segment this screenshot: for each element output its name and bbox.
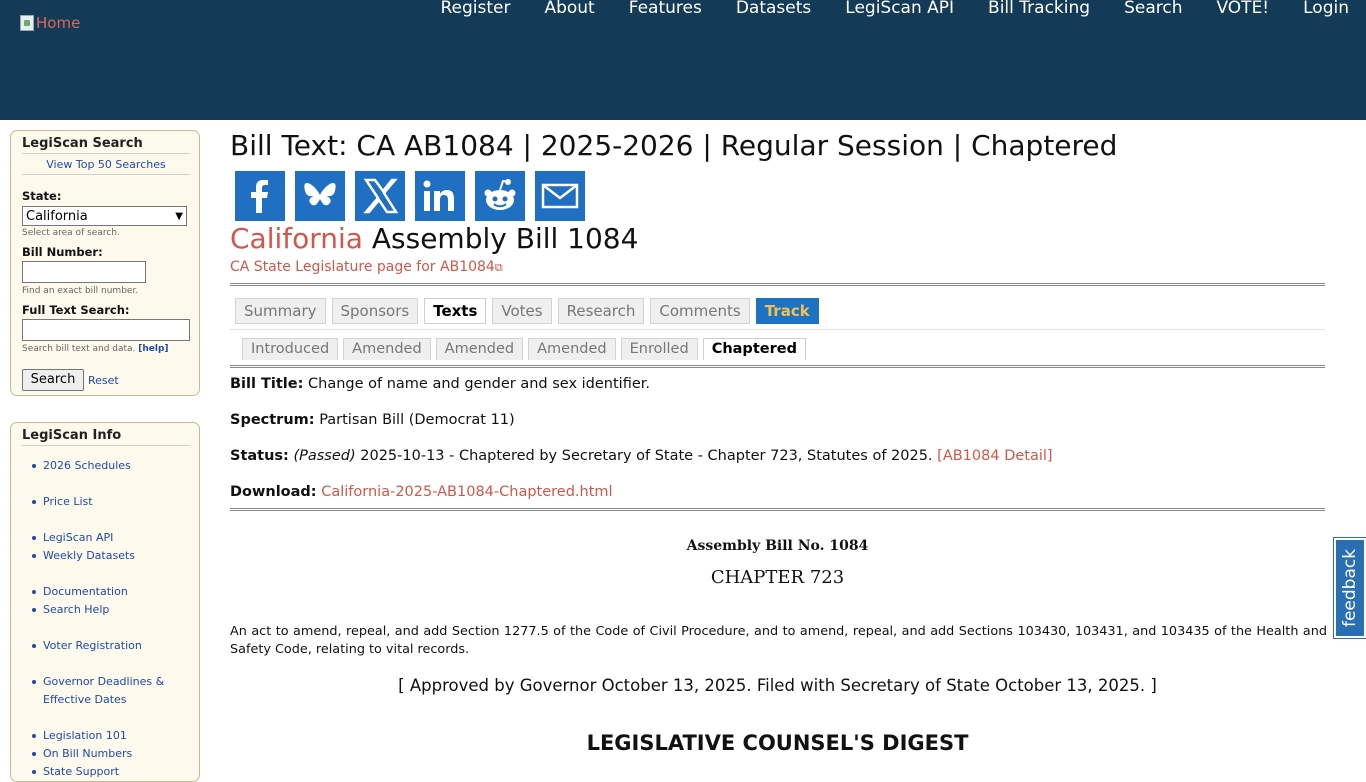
nav-vote[interactable]: VOTE! (1216, 0, 1270, 18)
subtab-chaptered[interactable]: Chaptered (703, 338, 806, 360)
facebook-icon[interactable] (235, 171, 285, 221)
info-box-title: LegiScan Info (22, 428, 190, 446)
state-select[interactable] (22, 206, 187, 226)
bluesky-icon[interactable] (295, 171, 345, 221)
social-share-bar (235, 171, 585, 221)
doc-bill-number: Assembly Bill No. 1084 (686, 538, 869, 554)
spectrum-label: Spectrum: (230, 412, 315, 428)
info-link-datasets[interactable]: Weekly Datasets (43, 547, 164, 565)
top-searches-link[interactable]: View Top 50 Searches (22, 158, 190, 175)
tab-divider (230, 329, 1325, 330)
doc-chapter: CHAPTER 723 (710, 567, 845, 588)
email-icon[interactable] (535, 171, 585, 221)
home-logo-link[interactable] (20, 14, 80, 32)
home-alt-text: Home (36, 14, 81, 32)
text-version-tabs (242, 338, 806, 360)
full-text-hint-text: Search bill text and data. (22, 344, 136, 354)
bill-number-label: Bill Number: (22, 245, 103, 259)
nav-legiscan-api[interactable]: LegiScan API (845, 0, 955, 18)
info-link-price-list[interactable]: Price List (43, 493, 164, 511)
feedback-tab[interactable] (1334, 538, 1366, 638)
full-text-input[interactable] (22, 319, 190, 341)
page-title: Bill Text: CA AB1084 | 2025-2026 | Regular Session | Chaptered (230, 129, 1118, 162)
search-box-title: LegiScan Search (22, 136, 190, 154)
info-link-governor-deadlines[interactable] (43, 673, 164, 709)
top-nav (440, 0, 1349, 18)
spectrum-value: Partisan Bill (Democrat 11) (319, 412, 515, 428)
bill-tabs (235, 298, 819, 324)
info-link-search-help[interactable]: Search Help (43, 601, 164, 619)
reset-link[interactable]: Reset (88, 374, 119, 387)
spectrum-row (230, 412, 515, 428)
info-link-schedules[interactable]: 2026 Schedules (43, 457, 164, 475)
download-row (230, 484, 613, 500)
bill-title-value: Change of name and gender and sex identifier. (308, 376, 651, 392)
state-select-value: California (26, 208, 88, 224)
subtab-amended-3[interactable]: Amended (528, 338, 615, 360)
info-link-documentation[interactable]: Documentation (43, 583, 164, 601)
approval-line: [ Approved by Governor October 13, 2025. Filed with Secretary of State October 13, 2025. ] (398, 676, 1157, 695)
info-link-governor-deadlines-line1: Governor Deadlines & (43, 675, 165, 688)
legislature-link-text: CA State Legislature page for AB1084 (230, 259, 495, 275)
tab-sponsors[interactable]: Sponsors (332, 298, 419, 324)
feedback-label: feedback (1340, 548, 1360, 628)
state-label: State: (22, 189, 62, 203)
info-link-legislation-101[interactable]: Legislation 101 (43, 727, 164, 745)
track-button[interactable]: Track (756, 298, 819, 324)
nav-register[interactable]: Register (440, 0, 511, 18)
legislature-page-link[interactable] (230, 259, 503, 275)
bill-name: Assembly Bill 1084 (371, 222, 639, 255)
x-icon[interactable] (355, 171, 405, 221)
full-text-hint (22, 344, 169, 354)
info-link-governor-deadlines-line2: Effective Dates (43, 693, 127, 706)
subtab-amended-2[interactable]: Amended (436, 338, 523, 360)
site-header (0, 0, 1366, 120)
divider (230, 283, 1325, 286)
nav-bill-tracking[interactable]: Bill Tracking (988, 0, 1091, 18)
nav-about[interactable]: About (544, 0, 595, 18)
bill-detail-link[interactable]: [AB1084 Detail] (937, 448, 1053, 464)
bill-title-row (230, 376, 650, 392)
divider (230, 508, 1325, 511)
divider (230, 365, 1325, 368)
legiscan-search-box (10, 130, 200, 396)
bill-state-name: California (230, 222, 363, 255)
bill-number-input[interactable] (22, 261, 146, 283)
act-description: An act to amend, repeal, and add Section 1277.5 of the Code of Civil Procedure, and to amend, repeal, and add Sections 103430, 103431, and 103435 of the Health and Safety Code, relating to vital records. (230, 624, 1327, 657)
legiscan-info-box (10, 422, 200, 782)
nav-datasets[interactable]: Datasets (735, 0, 812, 18)
tab-research[interactable]: Research (558, 298, 645, 324)
status-passed: (Passed) (293, 448, 356, 464)
nav-features[interactable]: Features (628, 0, 702, 18)
bill-title-label: Bill Title: (230, 376, 304, 392)
status-label: Status: (230, 448, 289, 464)
chevron-down-icon: ▼ (175, 210, 183, 222)
search-button[interactable]: Search (22, 369, 84, 391)
info-link-state-support[interactable]: State Support (43, 763, 164, 781)
subtab-amended-1[interactable]: Amended (343, 338, 430, 360)
full-text-label: Full Text Search: (22, 303, 130, 317)
info-link-voter-registration[interactable]: Voter Registration (43, 637, 164, 655)
subtab-introduced[interactable]: Introduced (242, 338, 338, 360)
linkedin-icon[interactable] (415, 171, 465, 221)
digest-heading: LEGISLATIVE COUNSEL'S DIGEST (586, 731, 969, 755)
status-row (230, 448, 1053, 464)
tab-votes[interactable]: Votes (492, 298, 551, 324)
tab-texts[interactable]: Texts (424, 298, 486, 324)
help-link[interactable]: [help] (138, 344, 169, 354)
bill-heading (230, 222, 638, 255)
status-text: 2025-10-13 - Chaptered by Secretary of State - Chapter 723, Statutes of 2025. (360, 448, 933, 464)
tab-summary[interactable]: Summary (235, 298, 326, 324)
info-link-api[interactable]: LegiScan API (43, 529, 164, 547)
download-label: Download: (230, 484, 317, 500)
download-link[interactable]: California-2025-AB1084-Chaptered.html (321, 484, 613, 500)
info-links (43, 457, 164, 781)
state-hint: Select area of search. (22, 228, 120, 238)
broken-image-icon (20, 15, 34, 31)
reddit-icon[interactable] (475, 171, 525, 221)
external-link-icon: ⧉ (494, 261, 503, 274)
nav-login[interactable]: Login (1303, 0, 1349, 18)
info-link-bill-numbers[interactable]: On Bill Numbers (43, 745, 164, 763)
bill-number-hint: Find an exact bill number. (22, 286, 139, 296)
tab-comments[interactable]: Comments (650, 298, 749, 324)
subtab-enrolled[interactable]: Enrolled (621, 338, 698, 360)
nav-search[interactable]: Search (1124, 0, 1183, 18)
